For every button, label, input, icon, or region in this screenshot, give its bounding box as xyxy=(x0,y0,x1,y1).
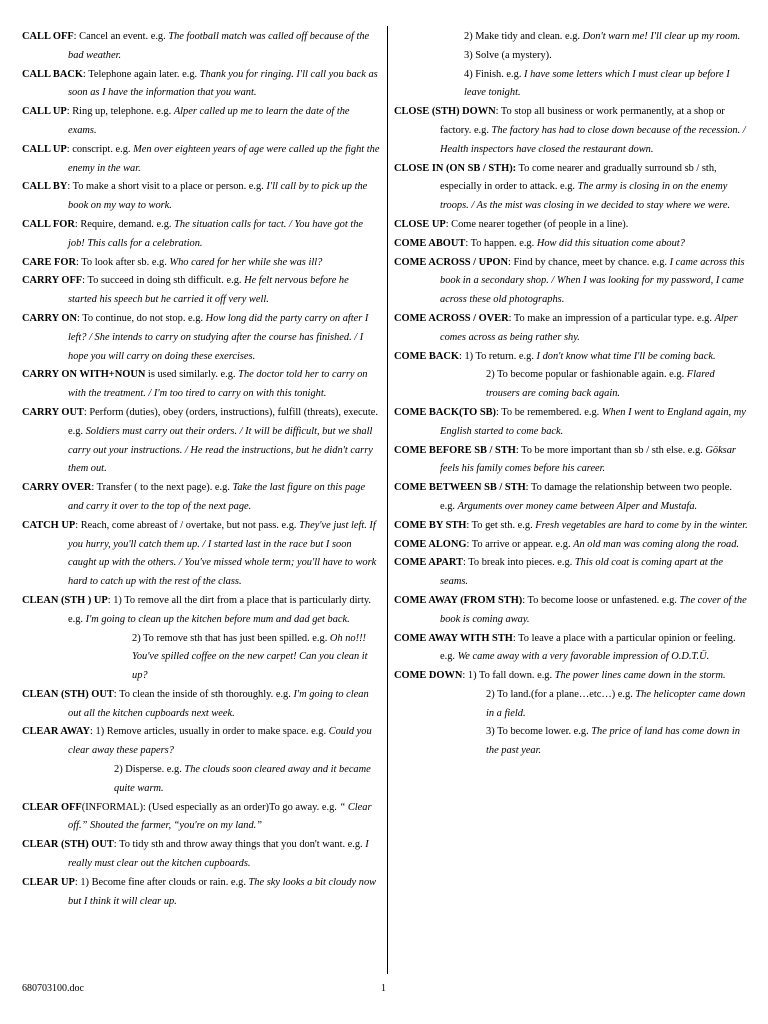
entry-example: The clouds soon cleared away and it became quite warm. xyxy=(114,764,371,794)
column-divider xyxy=(387,26,388,974)
entry-headword: CLEAR OFF xyxy=(22,801,82,813)
entry-example: Men over eighteen years of age were called up the fight the enemy in the war. xyxy=(68,143,380,174)
dictionary-entry xyxy=(22,254,380,273)
entry-example: How did this situation come about? xyxy=(536,237,685,249)
entry-example: I don't know what time I'll be coming back. xyxy=(536,350,716,362)
entry-example: The army is closing in on the enemy troops. / As the mist was closing in we decided to stay where we were. xyxy=(440,181,731,212)
entry-definition: : Transfer ( to the next page). e.g. xyxy=(91,482,233,494)
entry-headword: CARRY OFF xyxy=(22,275,83,287)
dictionary-entry xyxy=(22,366,380,404)
entry-headword: CLOSE (STH) DOWN xyxy=(394,106,496,118)
entry-headword: CLEAN (STH) OUT xyxy=(22,688,114,700)
entry-example: I'm going to clean out all the kitchen cupboards next week. xyxy=(68,688,369,719)
dictionary-entry xyxy=(22,592,380,630)
sense-number: 3) xyxy=(486,726,495,738)
dictionary-entry xyxy=(22,479,380,517)
dictionary-entry xyxy=(394,160,748,216)
entry-definition: : 1) To remove all the dirt from a place that is particularly dirty. e.g. xyxy=(68,594,372,625)
entry-definition: Solve (a mystery). xyxy=(472,49,552,61)
entry-definition: : 1) To return. e.g. xyxy=(458,350,537,362)
entry-example: The football match was called off because of the bad weather. xyxy=(68,31,370,61)
entry-definition: : To be more important than sb / sth else. e.g. xyxy=(515,444,706,456)
entry-example: Alper called up me to learn the date of the exams. xyxy=(68,106,350,136)
entry-example: How long did the party carry on after I left? / She intends to carry on studying after the course has finished. / I hope you will carry on doing these exercises. xyxy=(68,312,369,362)
entry-example: The helicopter came down in a field. xyxy=(486,688,746,719)
right-column xyxy=(394,28,748,761)
entry-headword: CALL BACK xyxy=(22,68,83,80)
dictionary-entry xyxy=(394,479,748,517)
dictionary-entry xyxy=(22,517,380,592)
entry-example: Oh no!!! You've spilled coffee on the new carpet! Can you clean it up? xyxy=(132,632,368,682)
entry-definition: : To tidy sth and throw away things that you don't want. e.g. xyxy=(113,839,366,851)
entry-example: Flared trousers are coming back again. xyxy=(486,369,715,400)
entry-definition: : 1) Become fine after clouds or rain. e.g. xyxy=(74,876,249,888)
dictionary-entry xyxy=(22,799,380,837)
entry-example: “ Clear off.” Shouted the farmer, “you're on my land.” xyxy=(68,801,372,832)
entry-definition: : To damage the relationship between two people. e.g. xyxy=(440,482,732,512)
dictionary-entry xyxy=(394,254,748,310)
entry-example: The sky looks a bit cloudy now but I think it will clear up. xyxy=(68,876,377,907)
footer-filename: 680703100.doc xyxy=(22,983,84,994)
entry-definition: : To get sth. e.g. xyxy=(466,519,536,531)
entry-definition: : To arrive or appear. e.g. xyxy=(466,538,574,550)
entry-example: Alper comes across as being rather shy. xyxy=(440,312,738,343)
entry-example: Arguments over money came between Alper and Mustafa. xyxy=(457,500,698,512)
entry-headword: CALL FOR xyxy=(22,218,75,230)
dictionary-entry xyxy=(22,216,380,254)
entry-example: Thank you for ringing. I'll call you back as soon as I have the information that you want. xyxy=(68,68,378,99)
dictionary-entry xyxy=(22,178,380,216)
entry-headword: COME ACROSS / UPON xyxy=(394,256,509,268)
entry-definition: : Cancel an event. e.g. xyxy=(73,31,169,42)
dictionary-entry xyxy=(22,723,380,761)
dictionary-entry xyxy=(394,348,748,367)
entry-headword: COME BY STH xyxy=(394,519,467,531)
entry-example: I came across this book in a secondary shop. / When I was looking for my password, I came across these old photographs. xyxy=(440,256,745,306)
sub-definition xyxy=(394,66,748,104)
entry-headword: CARRY ON WITH+NOUN xyxy=(22,369,146,381)
dictionary-entry xyxy=(22,404,380,479)
entry-definition: : Find by chance, meet by chance. e.g. xyxy=(508,256,670,268)
entry-headword: CARRY OVER xyxy=(22,482,92,494)
left-column xyxy=(22,28,380,911)
dictionary-entry xyxy=(22,28,380,66)
entry-example: Soldiers must carry out their orders. / It will be difficult, but we shall carry out your instructions. / He read the instructions, but he didn't carry them out. xyxy=(68,425,373,475)
entry-definition: To become popular or fashionable again. e.g. xyxy=(494,369,687,381)
entry-definition: (INFORMAL): (Used especially as an order)To go away. e.g. xyxy=(81,801,340,813)
entry-example: Take the last figure on this page and carry it over to the top of the next page. xyxy=(68,482,366,512)
dictionary-entry xyxy=(22,874,380,912)
entry-headword: COME ALONG xyxy=(394,538,467,550)
entry-definition: : Perform (duties), obey (orders, instructions), fulfill (threats), execute. e.g. xyxy=(68,406,378,437)
dictionary-entry xyxy=(22,686,380,724)
entry-headword: CATCH UP xyxy=(22,519,76,531)
sense-number: 2) xyxy=(114,764,123,776)
entry-example: An old man was coming along the road. xyxy=(573,538,740,550)
entry-headword: CLEAR AWAY xyxy=(22,726,91,738)
entry-definition: : To continue, do not stop. e.g. xyxy=(76,312,206,324)
entry-definition: : Require, demand. e.g. xyxy=(74,218,175,230)
entry-example: Göksar feels his family comes before his career. xyxy=(440,444,736,475)
entry-headword: CLEAR UP xyxy=(22,876,75,888)
entry-headword: CALL UP xyxy=(22,143,67,155)
entry-headword: COME DOWN xyxy=(394,670,463,682)
entry-definition: : Telephone again later. e.g. xyxy=(82,68,200,80)
entry-headword: CLOSE UP xyxy=(394,218,446,230)
dictionary-entry xyxy=(394,554,748,592)
entry-example: When I went to England again, my English started to come back. xyxy=(440,406,746,437)
entry-headword: COME BACK xyxy=(394,350,459,362)
dictionary-entry xyxy=(22,103,380,141)
entry-definition: : To stop all business or work permanently, at a shop or factory. e.g. xyxy=(440,106,725,136)
entry-definition: : To be remembered. e.g. xyxy=(496,406,602,418)
entry-definition: : To become loose or unfastened. e.g. xyxy=(522,594,680,606)
entry-definition: To land.(for a plane…etc…) e.g. xyxy=(494,688,636,700)
entry-headword: COME ACROSS / OVER xyxy=(394,312,509,324)
dictionary-entry xyxy=(22,272,380,310)
dictionary-entry xyxy=(394,404,748,442)
entry-headword: CARRY ON xyxy=(22,312,77,324)
entry-definition: : Come nearer together (of people in a line). xyxy=(445,218,629,230)
entry-example: Fresh vegetables are hard to come by in the winter. xyxy=(535,519,748,531)
entry-headword: CLEAN (STH ) UP xyxy=(22,594,108,606)
entry-definition: Finish. e.g. xyxy=(472,68,525,80)
sense-number: 4) xyxy=(464,68,473,80)
entry-example: We came away with a very favorable impression of O.D.T.Ü. xyxy=(457,651,710,663)
entry-example: Who cared for her while she was ill? xyxy=(169,256,323,268)
entry-headword: COME ABOUT xyxy=(394,237,466,249)
sense-number: 2) xyxy=(132,632,141,644)
entry-example: I really must clear out the kitchen cupboards. xyxy=(68,839,369,870)
entry-headword: CALL OFF xyxy=(22,31,74,42)
dictionary-entry xyxy=(22,66,380,104)
entry-definition: : 1) To fall down. e.g. xyxy=(462,670,555,682)
entry-definition: is used similarly. e.g. xyxy=(145,369,239,381)
entry-headword: CALL UP xyxy=(22,106,67,118)
dictionary-entry xyxy=(394,442,748,480)
entry-example: The power lines came down in the storm. xyxy=(554,670,726,682)
entry-headword: CALL BY xyxy=(22,181,68,193)
entry-definition: : To leave a place with a particular opinion or feeling. e.g. xyxy=(440,632,736,663)
sub-definition xyxy=(394,686,748,724)
entry-example: Could you clear away these papers? xyxy=(68,726,372,757)
entry-definition: : Ring up, telephone. e.g. xyxy=(66,106,174,118)
dictionary-entry xyxy=(22,141,380,179)
entry-definition: Disperse. e.g. xyxy=(122,764,185,776)
entry-example: The factory has had to close down because of the recession. / Health inspectors have closed the restaurant down. xyxy=(440,124,746,155)
dictionary-entry xyxy=(22,836,380,874)
sub-definition xyxy=(394,723,748,761)
sub-definition xyxy=(394,366,748,404)
entry-example: The cover of the book is coming away. xyxy=(440,594,747,625)
entry-example: I'll call by to pick up the book on my way to work. xyxy=(68,181,368,212)
entry-definition: : To make an impression of a particular type. e.g. xyxy=(508,312,715,324)
entry-definition: : 1) Remove articles, usually in order to make space. e.g. xyxy=(90,726,329,738)
entry-headword: CLEAR (STH) OUT xyxy=(22,839,114,851)
entry-example: This old coat is coming apart at the seams. xyxy=(440,557,723,588)
entry-headword: COME APART xyxy=(394,557,463,569)
entry-definition: : To break into pieces. e.g. xyxy=(463,557,575,569)
entry-example: The doctor told her to carry on with the treatment. / I'm too tired to carry on with this tonight. xyxy=(68,369,368,400)
entry-definition: To remove sth that has just been spilled. e.g. xyxy=(140,632,330,644)
entry-headword: COME BETWEEN SB / STH xyxy=(394,482,526,494)
sub-definition xyxy=(22,630,380,686)
entry-definition: : To happen. e.g. xyxy=(465,237,537,249)
entry-definition: : To succeed in doing sth difficult. e.g. xyxy=(82,275,245,287)
entry-example: I'm going to clean up the kitchen before mum and dad get back. xyxy=(85,613,350,625)
entry-headword: CLOSE IN (ON SB / STH): xyxy=(394,162,517,174)
entry-definition: To come nearer and gradually surround sb / sth, especially in order to attack. e.g. xyxy=(440,162,717,193)
sense-number: 2) xyxy=(486,369,495,381)
entry-example: They've just left. If you hurry, you'll catch them up. / I started last in the race but I soon caught up with the others. / You've missed whole term; you'll have to work hard to catch up with the rest of the class. xyxy=(68,519,377,588)
dictionary-entry xyxy=(22,310,380,366)
dictionary-entry xyxy=(394,235,748,254)
entry-example: He felt nervous before he started his speech but he carried it off very well. xyxy=(68,275,349,306)
dictionary-entry xyxy=(394,310,748,348)
entry-definition: : To look after sb. e.g. xyxy=(75,256,170,268)
dictionary-entry xyxy=(394,536,748,555)
sense-number: 3) xyxy=(464,49,473,61)
sense-number: 2) xyxy=(486,688,495,700)
dictionary-entry xyxy=(394,517,748,536)
entry-headword: CARE FOR xyxy=(22,256,76,268)
entry-example: Don't warn me! I'll clear up my room. xyxy=(582,31,741,42)
sub-definition xyxy=(394,47,748,66)
entry-definition: : To make a short visit to a place or person. e.g. xyxy=(67,181,267,193)
dictionary-entry xyxy=(394,667,748,686)
sense-number: 2) xyxy=(464,31,473,42)
dictionary-entry xyxy=(394,216,748,235)
entry-definition: : To clean the inside of sth thoroughly. e.g. xyxy=(113,688,294,700)
dictionary-entry xyxy=(394,103,748,159)
entry-definition: : Reach, come abreast of / overtake, but not pass. e.g. xyxy=(75,519,300,531)
sub-definition xyxy=(22,761,380,799)
entry-headword: COME AWAY WITH STH xyxy=(394,632,513,644)
entry-example: The situation calls for tact. / You have got the job! This calls for a celebration. xyxy=(68,218,364,249)
entry-definition: Make tidy and clean. e.g. xyxy=(472,31,583,42)
entry-headword: CARRY OUT xyxy=(22,406,84,418)
dictionary-entry xyxy=(394,630,748,668)
entry-example: I have some letters which I must clear up before I leave tonight. xyxy=(464,68,730,99)
footer-page-number: 1 xyxy=(381,983,386,994)
entry-definition: : conscript. e.g. xyxy=(66,143,134,155)
entry-example: The price of land has come down in the past year. xyxy=(486,726,740,757)
dictionary-entry xyxy=(394,592,748,630)
entry-definition: To become lower. e.g. xyxy=(494,726,592,738)
entry-headword: COME AWAY (FROM STH) xyxy=(394,594,523,606)
sub-definition xyxy=(394,28,748,47)
entry-headword: COME BACK(TO SB) xyxy=(394,406,496,418)
entry-headword: COME BEFORE SB / STH xyxy=(394,444,516,456)
